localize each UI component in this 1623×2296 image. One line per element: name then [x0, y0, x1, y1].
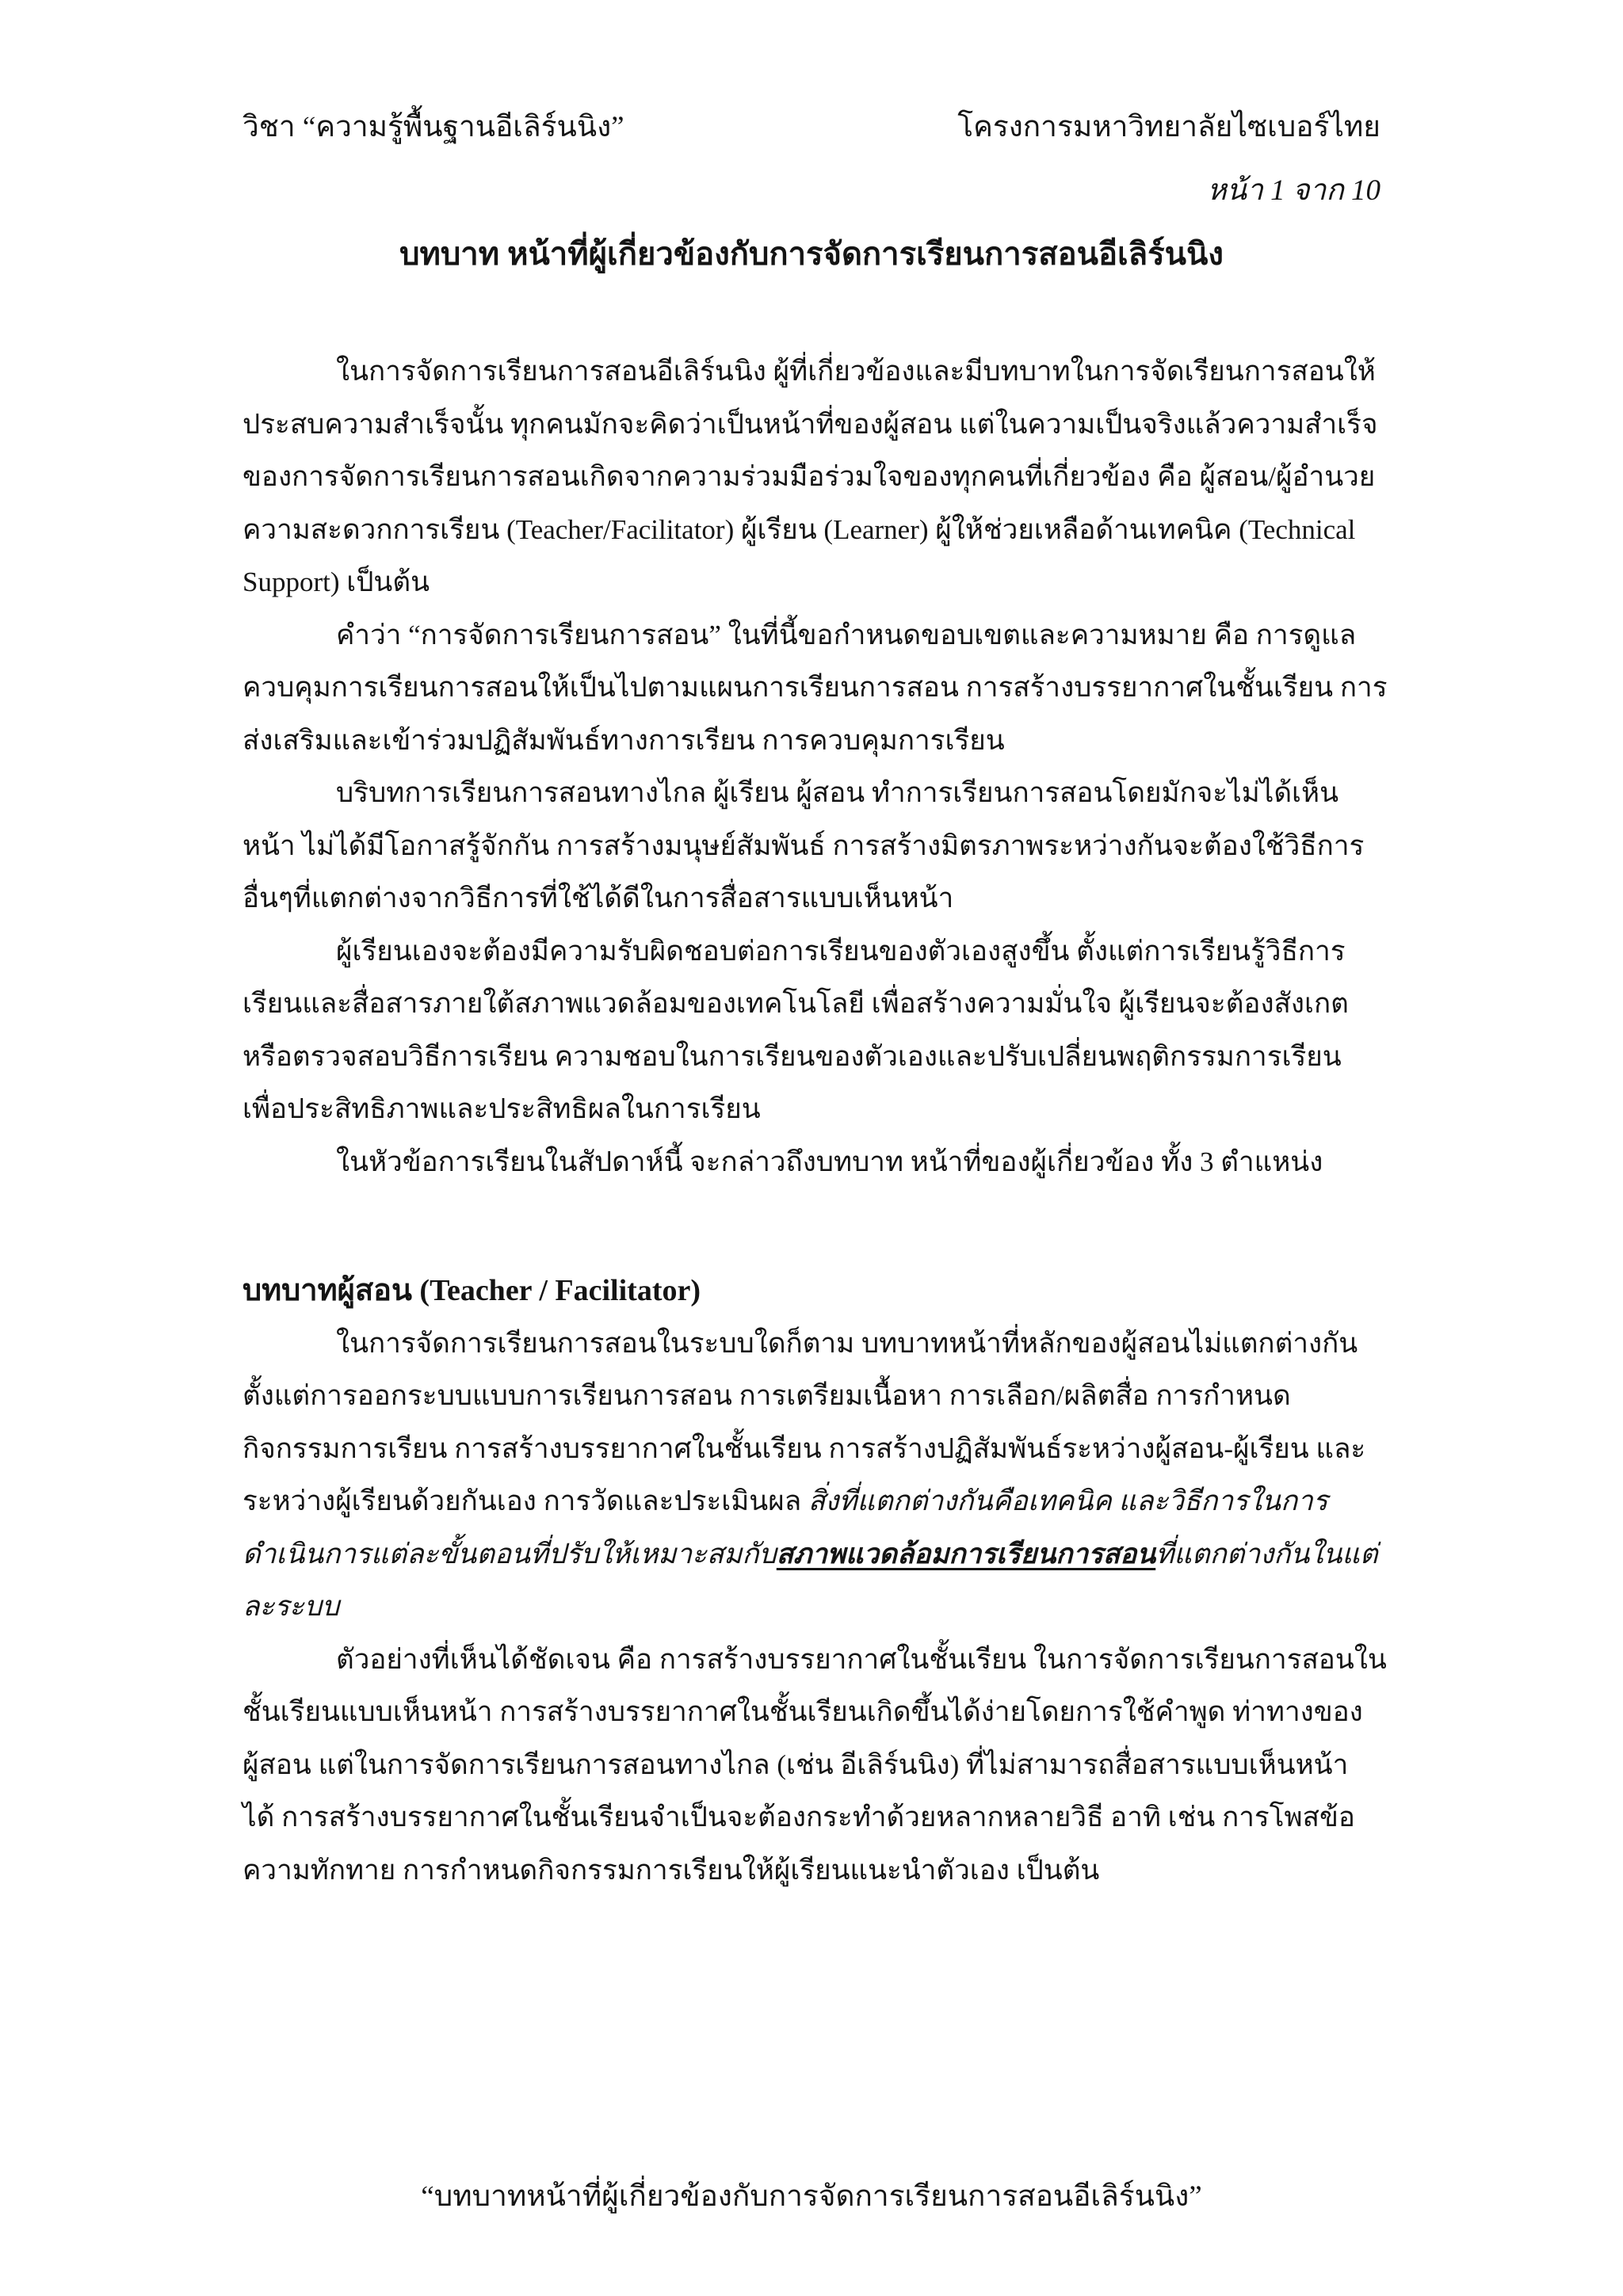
text-run: ระหว่างผู้เรียนด้วยกันเอง การวัดและประเมินผล	[242, 1486, 808, 1516]
page-footer: “บทบาทหน้าที่ผู้เกี่ยวข้องกับการจัดการเรียนการสอนอีเลิร์นนิง”	[421, 2180, 1202, 2213]
text-line: Support) เป็นต้น	[242, 566, 430, 597]
text-line: ในหัวข้อการเรียนในสัปดาห์นี้ จะกล่าวถึงบทบาท หน้าที่ของผู้เกี่ยวข้อง ทั้ง 3 ตำแหน่ง	[336, 1146, 1323, 1177]
text-line: ผู้สอน แต่ในการจัดการเรียนการสอนทางไกล (เช่น อีเลิร์นนิง) ที่ไม่สามารถสื่อสารแบบเห็นหน้า	[242, 1749, 1349, 1780]
paragraph-week-topic	[242, 1136, 1381, 1189]
text-line: ในการจัดการเรียนการสอนอีเลิร์นนิง ผู้ที่เกี่ยวข้องและมีบทบาทในการจัดเรียนการสอนให้	[336, 356, 1376, 387]
text-line: ส่งเสริมและเข้าร่วมปฏิสัมพันธ์ทางการเรียน การควบคุมการเรียน	[242, 724, 1005, 756]
page-indicator: หน้า 1 จาก 10	[1207, 174, 1381, 207]
section-spacer	[242, 1188, 1381, 1264]
paragraph-intro	[242, 345, 1381, 609]
text-line: ได้ การสร้างบรรยากาศในชั้นเรียนจำเป็นจะต้องกระทำด้วยหลากหลายวิธี อาทิ เช่น การโพสข้อ	[242, 1802, 1355, 1833]
text-line: หน้า ไม่ได้มีโอกาสรู้จักกัน การสร้างมนุษย์สัมพันธ์ การสร้างมิตรภาพระหว่างกันจะต้องใช้วิธีการ	[242, 830, 1365, 861]
text-line	[242, 1528, 1381, 1581]
emphasis-text: ดำเนินการแต่ละขั้นตอนที่ปรับให้เหมาะสมกับ	[242, 1538, 777, 1569]
text-line: หรือตรวจสอบวิธีการเรียน ความชอบในการเรียนของตัวเองและปรับเปลี่ยนพฤติกรรมการเรียน	[242, 1040, 1342, 1072]
paragraph-learner-responsibility	[242, 925, 1381, 1136]
text-line: ความสะดวกการเรียน (Teacher/Facilitator) ผู้เรียน (Learner) ผู้ให้ช่วยเหลือด้านเทคนิค (Technical	[242, 513, 1356, 545]
text-line: ประสบความสำเร็จนั้น ทุกคนมักจะคิดว่าเป็นหน้าที่ของผู้สอน แต่ในความเป็นจริงแล้วความสำเร็จ	[242, 408, 1378, 440]
text-line: ผู้เรียนเองจะต้องมีความรับผิดชอบต่อการเรียนของตัวเองสูงขึ้น ตั้งแต่การเรียนรู้วิธีการ	[336, 935, 1346, 967]
text-line: ตัวอย่างที่เห็นได้ชัดเจน คือ การสร้างบรรยากาศในชั้นเรียน ในการจัดการเรียนการสอนใน	[336, 1643, 1387, 1675]
emphasis-text: สิ่งที่แตกต่างกันคือเทคนิค และวิธีการในการ	[808, 1486, 1328, 1516]
text-line: ของการจัดการเรียนการสอนเกิดจากความร่วมมือร่วมใจของทุกคนที่เกี่ยวข้อง คือ ผู้สอน/ผู้อำนวย	[242, 461, 1376, 492]
text-line: ในการจัดการเรียนการสอนในระบบใดก็ตาม บทบาทหน้าที่หลักของผู้สอนไม่แตกต่างกัน	[336, 1327, 1358, 1359]
text-line: ละระบบ	[242, 1591, 340, 1622]
paragraph-teacher-role	[242, 1318, 1381, 1634]
paragraph-teacher-example	[242, 1634, 1387, 1897]
header-course-name: วิชา “ความรู้พื้นฐานอีเลิร์นนิง”	[242, 111, 624, 143]
text-line: อื่นๆที่แตกต่างจากวิธีการที่ใช้ได้ดีในการสื่อสารแบบเห็นหน้า	[242, 883, 954, 913]
document-title: บทบาท หน้าที่ผู้เกี่ยวข้องกับการจัดการเรียนการสอนอีเลิร์นนิง	[399, 236, 1224, 272]
text-line: เรียนและสื่อสารภายใต้สภาพแวดล้อมของเทคโนโลยี เพื่อสร้างความมั่นใจ ผู้เรียนจะต้องสังเกต	[242, 988, 1349, 1019]
header-project-name: โครงการมหาวิทยาลัยไซเบอร์ไทย	[957, 111, 1381, 143]
document-body	[242, 345, 1388, 1897]
paragraph-definition	[242, 609, 1388, 768]
text-line: ชั้นเรียนแบบเห็นหน้า การสร้างบรรยากาศในชั้นเรียนเกิดขึ้นได้ง่ายโดยการใช้คำพูด ท่าทางของ	[242, 1696, 1363, 1727]
emphasis-text: ที่แตกต่างกันในแต่	[1155, 1538, 1378, 1569]
text-line: ความทักทาย การกำหนดกิจกรรมการเรียนให้ผู้เรียนแนะนำตัวเอง เป็นต้น	[242, 1854, 1100, 1886]
text-line: บริบทการเรียนการสอนทางไกล ผู้เรียน ผู้สอน ทำการเรียนการสอนโดยมักจะไม่ได้เห็น	[336, 777, 1339, 808]
text-line: กิจกรรมการเรียน การสร้างบรรยากาศในชั้นเรียน การสร้างปฏิสัมพันธ์ระหว่างผู้สอน-ผู้เรียน และ	[242, 1432, 1366, 1464]
text-line: เพื่อประสิทธิภาพและประสิทธิผลในการเรียน	[242, 1093, 761, 1124]
section-heading-teacher: บทบาทผู้สอน (Teacher / Facilitator)	[242, 1274, 701, 1307]
text-line: ควบคุมการเรียนการสอนให้เป็นไปตามแผนการเรียนการสอน การสร้างบรรยากาศในชั้นเรียน การ	[242, 672, 1388, 703]
strong-emphasis-text: สภาพแวดล้อมการเรียนการสอน	[776, 1538, 1156, 1569]
text-line: คำว่า “การจัดการเรียนการสอน” ในที่นี้ขอกำหนดขอบเขตและความหมาย คือ การดูแล	[336, 619, 1357, 650]
text-line	[242, 1475, 1381, 1528]
paragraph-distance-context	[242, 767, 1381, 925]
text-line: ตั้งแต่การออกระบบแบบการเรียนการสอน การเตรียมเนื้อหา การเลือก/ผลิตสื่อ การกำหนด	[242, 1380, 1291, 1411]
